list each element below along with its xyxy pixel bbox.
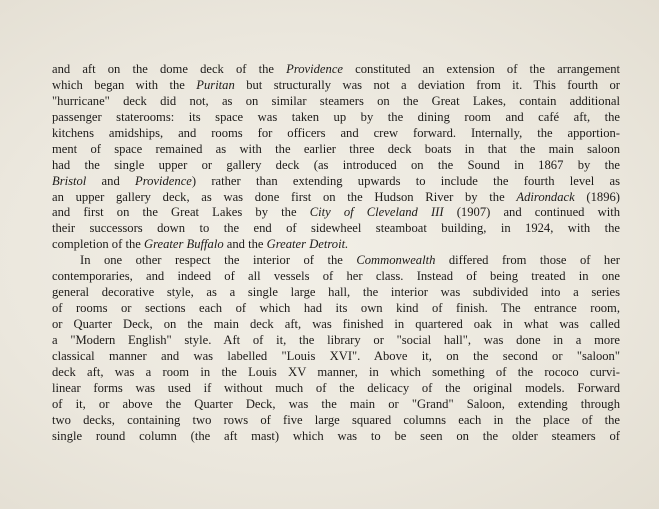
italic-ship-name: Commonwealth: [356, 253, 436, 268]
text-segment: (1907) and continued with: [443, 205, 620, 220]
text-line: [52, 381, 620, 397]
text-segment: single round column (the aft mast) which was to be seen on the older steamers of: [52, 428, 620, 443]
text-line: [52, 190, 620, 206]
italic-ship-name: Providence: [286, 62, 343, 76]
italic-ship-name: Puritan: [196, 77, 235, 92]
text-line: [52, 142, 620, 158]
text-segment: ) rather than extending upwards to include the fourth level as: [191, 173, 620, 188]
text-line: [52, 126, 620, 142]
text-line: [52, 78, 620, 94]
text-segment: but structurally was not a deviation from it. This fourth or: [234, 77, 620, 92]
text-segment: completion of the: [52, 237, 144, 252]
text-line: [52, 317, 620, 333]
body-text: [52, 62, 620, 445]
text-line: [52, 269, 620, 285]
text-line: [52, 285, 620, 301]
text-line: [52, 205, 620, 221]
italic-ship-name: Adirondack: [516, 189, 575, 204]
text-segment: and aft on the dome deck of the: [52, 62, 287, 76]
text-segment: which began with the: [52, 77, 197, 92]
text-line: [52, 365, 620, 381]
text-segment: passenger staterooms: its space was taken up by the dining room and café aft, the: [52, 109, 620, 124]
text-line: [52, 94, 620, 110]
text-line: [52, 62, 620, 78]
text-line: [52, 237, 620, 253]
text-segment: constituted an extension of the arrangement: [343, 62, 620, 76]
text-segment: of rooms or sections each of which had its own kind of finish. The entrance room,: [52, 301, 620, 316]
text-segment: of it, or above the Quarter Deck, was the main or "Grand" Saloon, extending through: [52, 396, 620, 411]
italic-ship-name: City of Cleveland III: [309, 205, 444, 220]
text-segment: (1896): [574, 189, 620, 204]
italic-ship-name: Greater Detroit.: [266, 237, 349, 252]
italic-ship-name: Bristol: [52, 173, 87, 188]
text-segment: classical manner and was labelled "Louis XVI". Above it, on the second or "saloon": [52, 348, 620, 363]
text-segment: linear forms was used if without much of the delicacy of the original models. Forward: [52, 380, 620, 395]
text-line: [52, 413, 620, 429]
text-segment: In one other respect the interior of the: [80, 253, 357, 268]
italic-ship-name: Greater Buffalo: [143, 237, 224, 252]
text-segment: kitchens amidships, and rooms for officers and crew forward. Internally, the apportion-: [52, 125, 620, 140]
text-segment: an upper gallery deck, as was done first on the Hudson River by the: [52, 189, 517, 204]
text-segment: general decorative style, as a single large hall, the interior was subdivided into a series: [52, 285, 620, 300]
text-segment: two decks, containing two rows of five large squared columns each in the place of the: [52, 412, 620, 427]
text-line: [52, 349, 620, 365]
text-line: [52, 397, 620, 413]
text-segment: deck aft, was a room in the Louis XV manner, in which something of the rococo curvi-: [52, 364, 620, 379]
italic-ship-name: Providence: [135, 173, 192, 188]
text-line: [52, 174, 620, 190]
text-segment: a "Modern English" style. Aft of it, the library or "social hall", was done in a more: [52, 332, 620, 347]
text-line: [52, 110, 620, 126]
text-line: [52, 158, 620, 174]
text-segment: ment of space remained as with the earlier three deck boats in that the main saloon: [52, 141, 620, 156]
text-segment: their successors down to the end of sidewheel steamboat building, in 1924, with the: [52, 221, 620, 236]
text-segment: and the: [223, 237, 267, 252]
text-segment: and: [86, 173, 135, 188]
text-line: [52, 221, 620, 237]
text-segment: "hurricane" deck did not, as on similar steamers on the Great Lakes, contain additional: [52, 93, 620, 108]
text-line: [52, 301, 620, 317]
text-segment: differed from those of her: [435, 253, 620, 268]
text-line: [52, 429, 620, 445]
paragraph-first-line: [52, 253, 620, 269]
text-line: [52, 333, 620, 349]
text-segment: and first on the Great Lakes by the: [52, 205, 310, 220]
text-segment: or Quarter Deck, on the main deck aft, was finished in quartered oak in what was called: [52, 317, 620, 331]
text-segment: had the single upper or gallery deck (as introduced on the Sound in 1867 by the: [52, 157, 620, 172]
text-segment: contemporaries, and indeed of all vessels of her class. Instead of being treated in one: [52, 269, 620, 284]
